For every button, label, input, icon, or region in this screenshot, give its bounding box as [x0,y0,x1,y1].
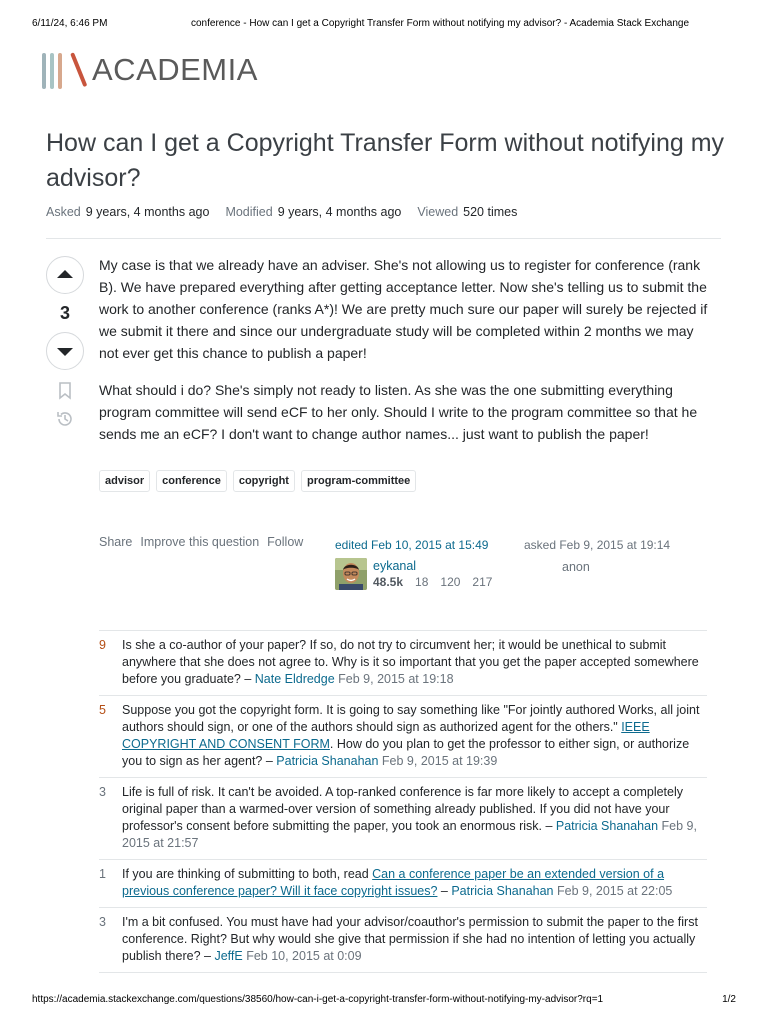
vote-column [46,256,86,430]
comment-user[interactable]: Patricia Shanahan [276,754,379,768]
reputation-score: 48.5k [373,575,404,589]
tag-list [99,470,416,492]
share-link[interactable]: Share [99,535,133,549]
modified-value: 9 years, 4 months ago [277,205,402,219]
viewed-label: Viewed [417,205,459,219]
comment-score: 3 [99,915,106,929]
print-doc-title: conference - How can I get a Copyright Transfer Form without notifying my advisor? - Academia Stack Exchange [191,18,690,29]
asker-username: anon [562,560,590,574]
editor-stats [373,574,492,590]
question-paragraph: My case is that we already have an adviser. She's not allowing us to register for conference (rank B). We have prepared everything after getting acceptance letter. Now she's telling us to submit the work to another conference (ranks A*)! We are pretty much sure our paper will surely be rejected if we submit it there and since our undergraduate study will be completed within 2 months we may not ever get this chance to publish a paper! [99,257,708,361]
comment-score: 5 [99,703,106,717]
user-avatar-icon [335,558,367,590]
academia-logo-icon [40,49,86,91]
asked-value: 9 years, 4 months ago [85,205,210,219]
print-date: 6/11/24, 6:46 PM [32,18,108,29]
print-url: https://academia.stackexchange.com/questions/38560/how-can-i-get-a-copyright-transfer-form-without-notifying-my-advisor?rq=1 [32,994,604,1005]
tag-conference[interactable]: conference [156,470,227,492]
modified-label: Modified [225,205,273,219]
comment-item [99,778,707,860]
site-name: ACADEMIA [92,52,258,87]
comment-item [99,631,707,696]
vote-count: 3 [59,303,70,323]
avatar[interactable] [335,558,367,590]
comment-item [99,908,707,973]
viewed-value: 520 times [463,205,518,219]
arrow-up-icon [56,266,74,284]
print-footer [32,994,736,1008]
question-meta [46,205,529,219]
title-divider [46,238,721,239]
arrow-down-icon [56,342,74,360]
tag-copyright[interactable]: copyright [233,470,295,492]
silver-badge-count: 120 [440,575,461,589]
comment-text: – [437,884,452,898]
bookmark-icon [58,382,72,400]
comment-date: Feb 9, 2015 at 21:57 [122,819,697,850]
asked-timestamp: asked Feb 9, 2015 at 19:14 [524,538,671,552]
comment-item [99,860,707,908]
comment-item [99,696,707,778]
history-icon [55,409,75,429]
question-body [99,254,709,460]
bronze-badge-count: 217 [472,575,493,589]
comment-score: 1 [99,867,106,881]
edited-timestamp[interactable]: edited Feb 10, 2015 at 15:49 [335,538,489,552]
upvote-button[interactable] [46,256,84,294]
edited-signature [335,538,515,590]
comment-date: Feb 9, 2015 at 22:05 [556,884,673,898]
comment-list [99,630,707,973]
comment-text: . How do you plan to get the professor to either sign, or authorize you to sign as her agent? – [122,737,690,768]
comment-text: Suppose you got the copyright form. It is going to say something like "For jointly authored Works, all joint authors should sign, or one of the authors should sign as authorized agent for the others." [122,703,700,734]
comment-user[interactable]: Nate Eldredge [254,672,335,686]
comment-text: Is she a co-author of your paper? If so, do not try to circumvent her; it would be unethical to submit anywhere that she does not agree to. Why is it so important that you get the paper accepted somewhere before you graduate? – [122,638,699,686]
editor-username[interactable]: eykanal [373,559,417,573]
comment-link[interactable]: IEEE COPYRIGHT AND CONSENT FORM [122,720,650,751]
comment-date: Feb 9, 2015 at 19:39 [381,754,498,768]
asked-signature [524,538,704,574]
follow-button[interactable]: Follow [267,535,304,549]
question-paragraph: What should i do? She's simply not ready to listen. As she was the one submitting everything program committee will send eCF to her only. Should I write to the program committee so that he sends me an eCF? I don't want to change author names... just want to publish the paper! [99,382,698,442]
tag-program-committee[interactable]: program-committee [301,470,416,492]
history-button[interactable] [46,408,84,430]
comment-text: Life is full of risk. It can't be avoided. A top-ranked conference is far more likely to accept a completely original paper than a warmed-over version of something already published. If you did not have your professor's consent before submitting the paper, you took an enormous risk. – [122,785,683,833]
bookmark-button[interactable] [46,380,84,402]
improve-question-link[interactable]: Improve this question [140,535,260,549]
comment-user[interactable]: Patricia Shanahan [451,884,554,898]
comment-score: 9 [99,638,106,652]
site-logo[interactable] [40,48,258,92]
question-title[interactable]: How can I get a Copyright Transfer Form without notifying my advisor? [46,129,725,192]
asked-label: Asked [46,205,81,219]
comment-text: I'm a bit confused. You must have had your advisor/coauthor's permission to submit the paper to the first conference. Right? But why would she give that permission if she had no intention of letting you actually publish there? – [122,915,698,963]
comment-text: If you are thinking of submitting to both, read [122,867,373,881]
downvote-button[interactable] [46,332,84,370]
tag-advisor[interactable]: advisor [99,470,150,492]
gold-badge-count: 18 [415,575,429,589]
print-header [32,18,736,32]
comment-score: 3 [99,785,106,799]
comment-date: Feb 10, 2015 at 0:09 [246,949,362,963]
comment-user[interactable]: Patricia Shanahan [555,819,659,833]
comment-date: Feb 9, 2015 at 19:18 [338,672,454,686]
comment-link[interactable]: Can a conference paper be an extended version of a previous conference paper? Will it face copyright issues? [122,867,665,898]
post-menu [99,535,303,549]
print-page-number: 1/2 [722,994,736,1005]
comment-user[interactable]: JeffE [214,949,243,963]
